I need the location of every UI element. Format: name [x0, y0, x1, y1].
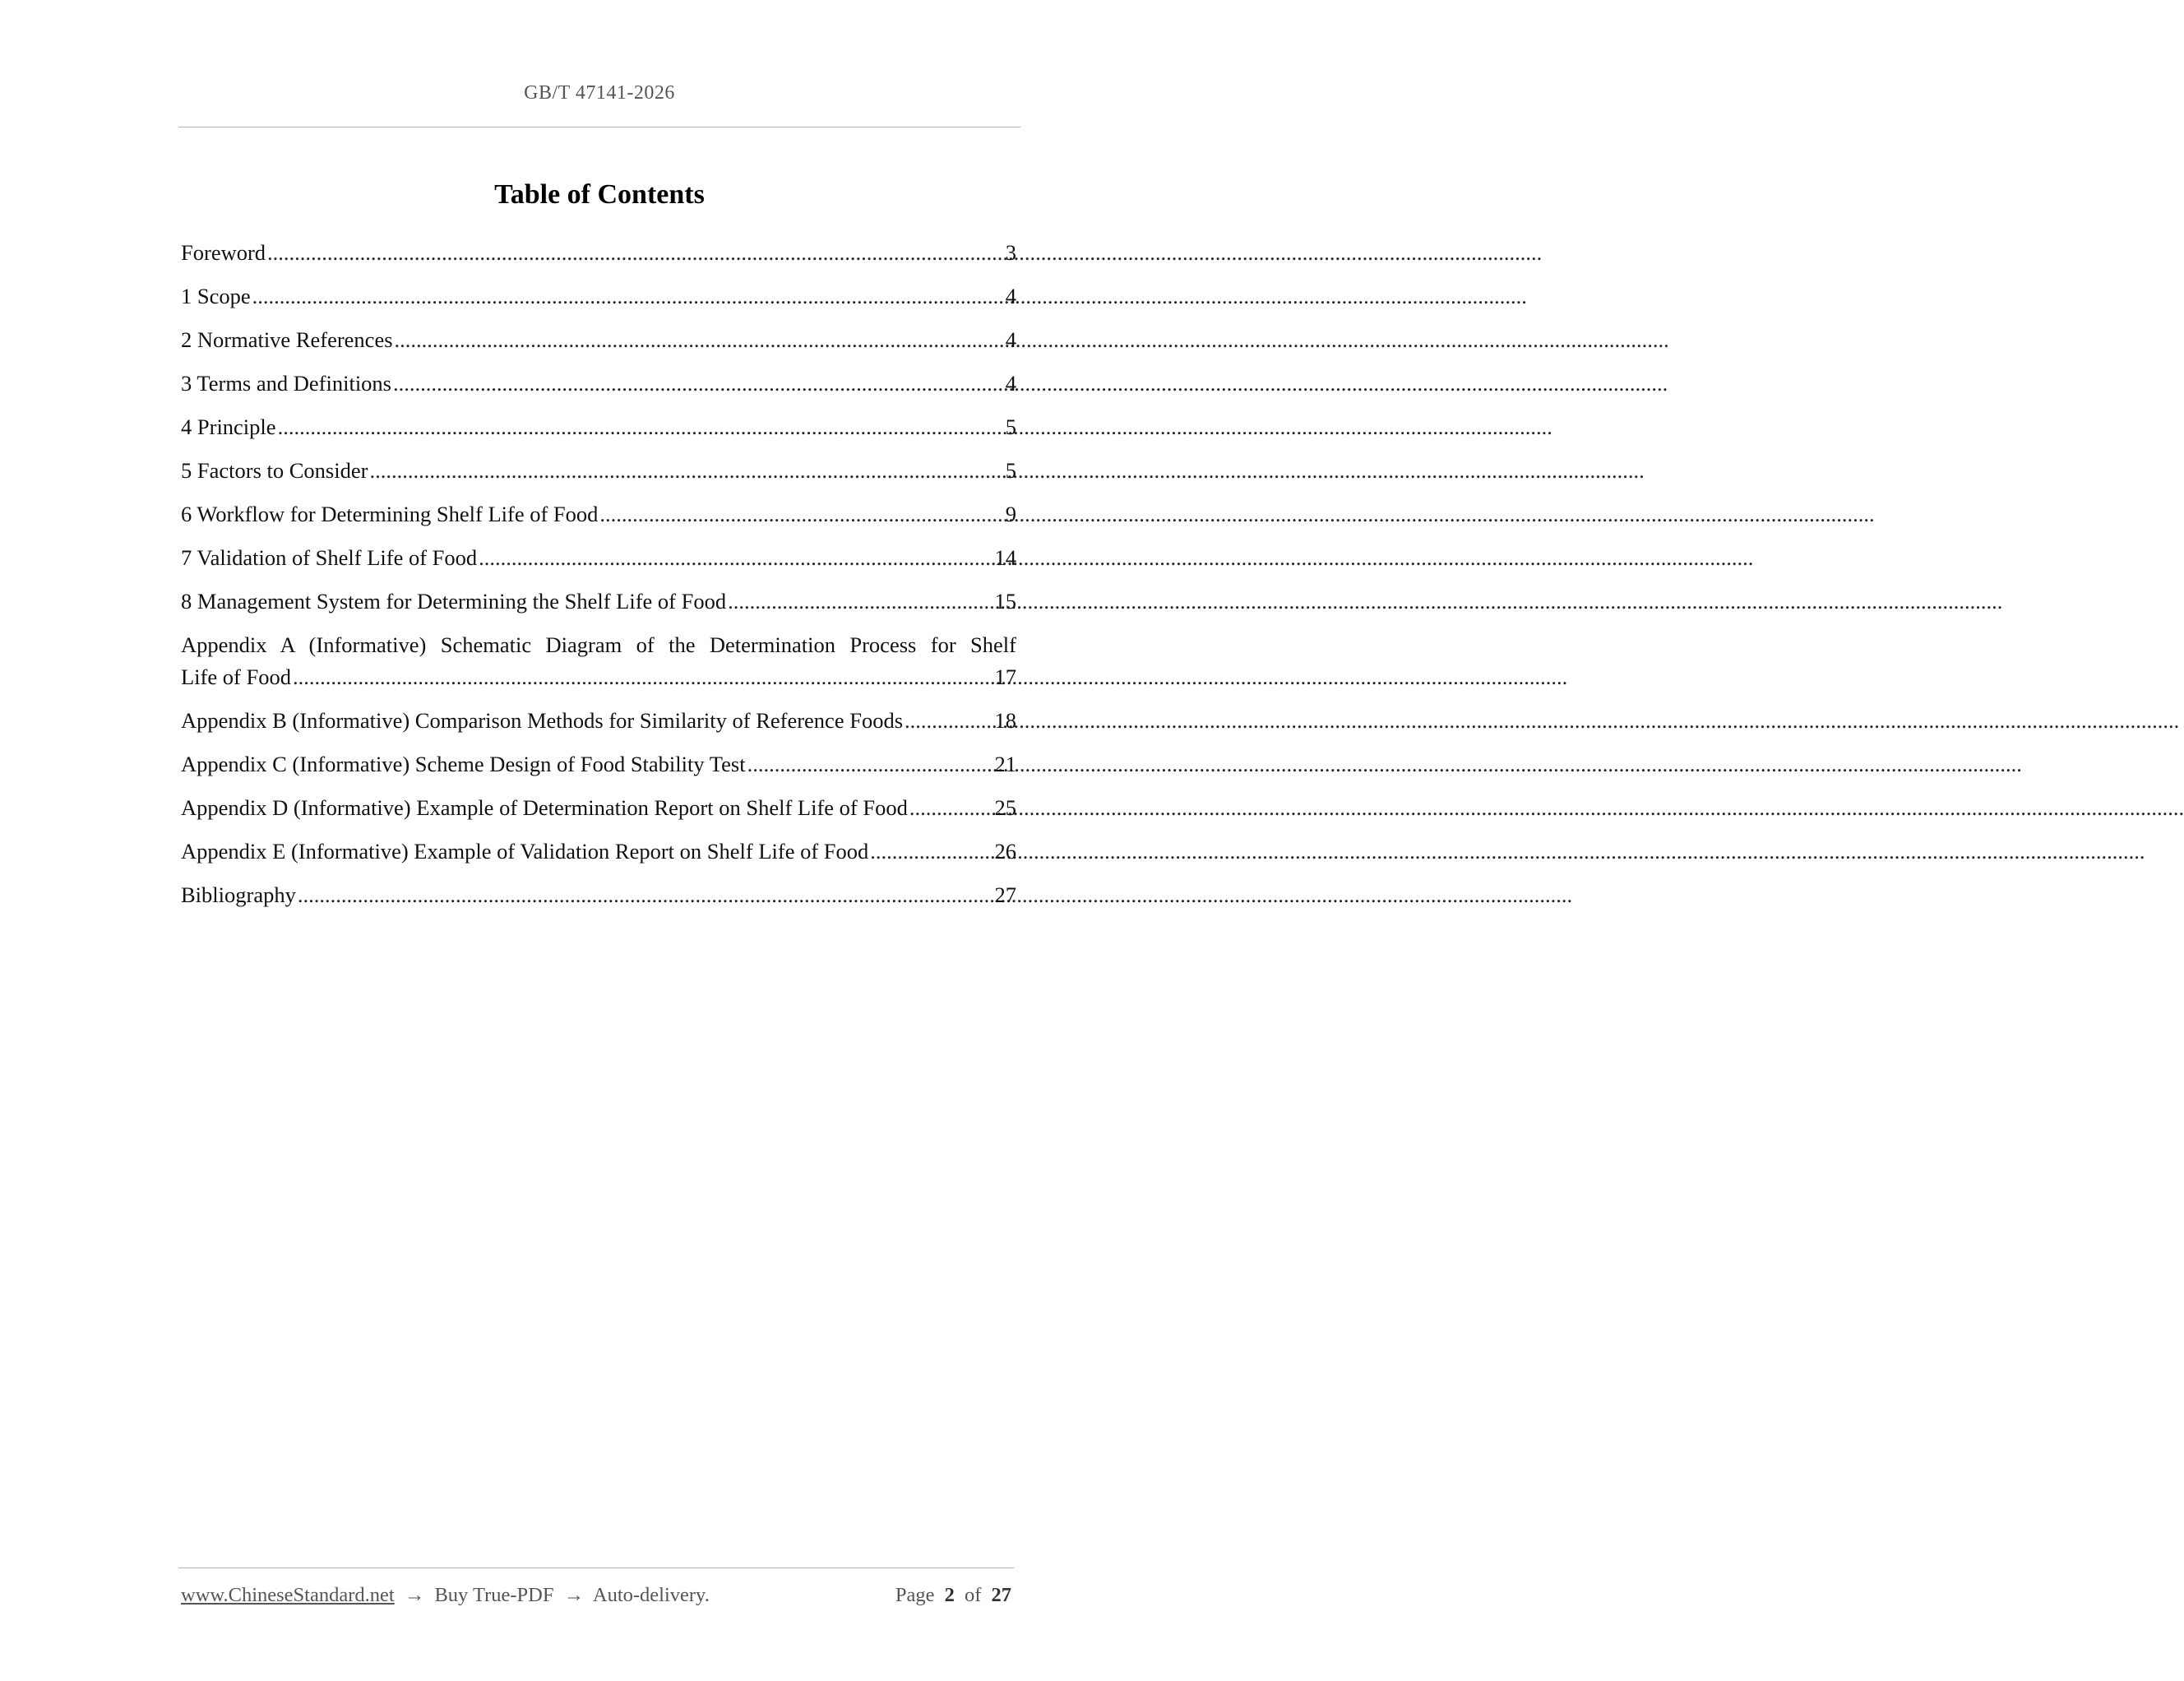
toc-entry-page: 15 — [994, 589, 1016, 614]
toc-entry-principle[interactable] — [181, 411, 1016, 443]
toc-entry-title: Appendix A (Informative) Schematic Diagram of the Determination Process for Shelf — [181, 632, 1016, 657]
toc-leader-dots — [870, 836, 993, 868]
table-of-contents — [181, 237, 1016, 923]
toc-entry-appendix-d[interactable] — [181, 792, 1016, 824]
toc-entry-title: 1 Scope — [181, 284, 251, 308]
toc-entry-workflow[interactable] — [181, 498, 1016, 530]
toc-entry-page: 4 — [1005, 284, 1016, 308]
toc-entry-appendix-b[interactable] — [181, 705, 1016, 737]
toc-entry-factors[interactable] — [181, 455, 1016, 487]
buy-true-pdf-text: Buy True-PDF — [434, 1584, 554, 1606]
page-total: 27 — [991, 1584, 1011, 1606]
toc-entry-title: 5 Factors to Consider — [181, 458, 368, 483]
arrow-right-icon: → — [563, 1584, 585, 1606]
toc-entry-page: 18 — [994, 708, 1016, 733]
toc-entry-page: 5 — [1005, 458, 1016, 483]
toc-entry-title: 3 Terms and Definitions — [181, 371, 391, 396]
toc-entry-page: 4 — [1005, 371, 1016, 396]
toc-entry-page: 17 — [994, 665, 1016, 689]
toc-entry-page: 21 — [994, 752, 1016, 776]
toc-leader-dots — [298, 879, 993, 911]
toc-entry-title: Bibliography — [181, 882, 296, 907]
toc-entry-title: 2 Normative References — [181, 327, 393, 352]
footer-promo — [181, 1584, 710, 1607]
toc-leader-dots — [369, 455, 1003, 487]
toc-entry-scope[interactable] — [181, 280, 1016, 313]
toc-entry-appendix-a[interactable] — [181, 629, 1016, 693]
toc-leader-dots — [905, 705, 993, 737]
page-label: Page — [895, 1584, 935, 1606]
toc-entry-appendix-e[interactable] — [181, 836, 1016, 868]
toc-entry-page: 9 — [1005, 502, 1016, 526]
toc-entry-title: 7 Validation of Shelf Life of Food — [181, 545, 478, 570]
toc-entry-foreword[interactable] — [181, 237, 1016, 269]
page-of-label: of — [964, 1584, 982, 1606]
toc-entry-title: Appendix C (Informative) Scheme Design of Food Stability Test — [181, 752, 746, 776]
toc-leader-dots — [479, 542, 993, 574]
toc-entry-title: Appendix B (Informative) Comparison Methods for Similarity of Reference Foods — [181, 708, 904, 733]
toc-leader-dots — [267, 237, 1004, 269]
toc-entry-validation[interactable] — [181, 542, 1016, 574]
toc-leader-dots — [909, 792, 993, 824]
auto-delivery-text: Auto-delivery. — [592, 1584, 710, 1606]
toc-title: Table of Contents — [494, 179, 705, 210]
toc-leader-dots — [252, 280, 1004, 313]
toc-entry-title: Appendix E (Informative) Example of Validation Report on Shelf Life of Food — [181, 839, 869, 864]
toc-entry-management-system[interactable] — [181, 586, 1016, 618]
toc-entry-page: 5 — [1005, 414, 1016, 439]
toc-entry-title: 8 Management System for Determining the Shelf Life of Food — [181, 589, 727, 614]
toc-leader-dots — [395, 324, 1004, 356]
toc-entry-appendix-c[interactable] — [181, 748, 1016, 780]
toc-leader-dots — [599, 498, 1003, 530]
toc-leader-dots — [293, 661, 993, 693]
toc-leader-dots — [393, 368, 1004, 400]
toc-entry-terms-definitions[interactable] — [181, 368, 1016, 400]
page-current: 2 — [944, 1584, 955, 1606]
toc-entry-title: Appendix D (Informative) Example of Determination Report on Shelf Life of Food — [181, 795, 908, 820]
toc-entry-normative-references[interactable] — [181, 324, 1016, 356]
toc-entry-title: 4 Principle — [181, 414, 276, 439]
toc-entry-page: 3 — [1005, 240, 1016, 265]
toc-entry-bibliography[interactable] — [181, 879, 1016, 911]
toc-entry-page: 25 — [994, 795, 1016, 820]
document-header: GB/T 47141-2026 — [524, 82, 675, 104]
toc-entry-title: Foreword — [181, 240, 266, 265]
toc-entry-page: 27 — [994, 882, 1016, 907]
site-link[interactable]: www.ChineseStandard.net — [181, 1584, 395, 1606]
page-indicator — [895, 1584, 1011, 1607]
toc-entry-title: 6 Workflow for Determining Shelf Life of Food — [181, 502, 599, 526]
toc-leader-dots — [728, 586, 993, 618]
toc-entry-title-continued: Life of Food — [181, 665, 291, 689]
toc-entry-page: 26 — [994, 839, 1016, 864]
toc-leader-dots — [747, 748, 993, 780]
arrow-right-icon: → — [404, 1584, 425, 1606]
toc-entry-page: 14 — [994, 545, 1016, 570]
toc-leader-dots — [278, 411, 1004, 443]
toc-entry-page: 4 — [1005, 327, 1016, 352]
